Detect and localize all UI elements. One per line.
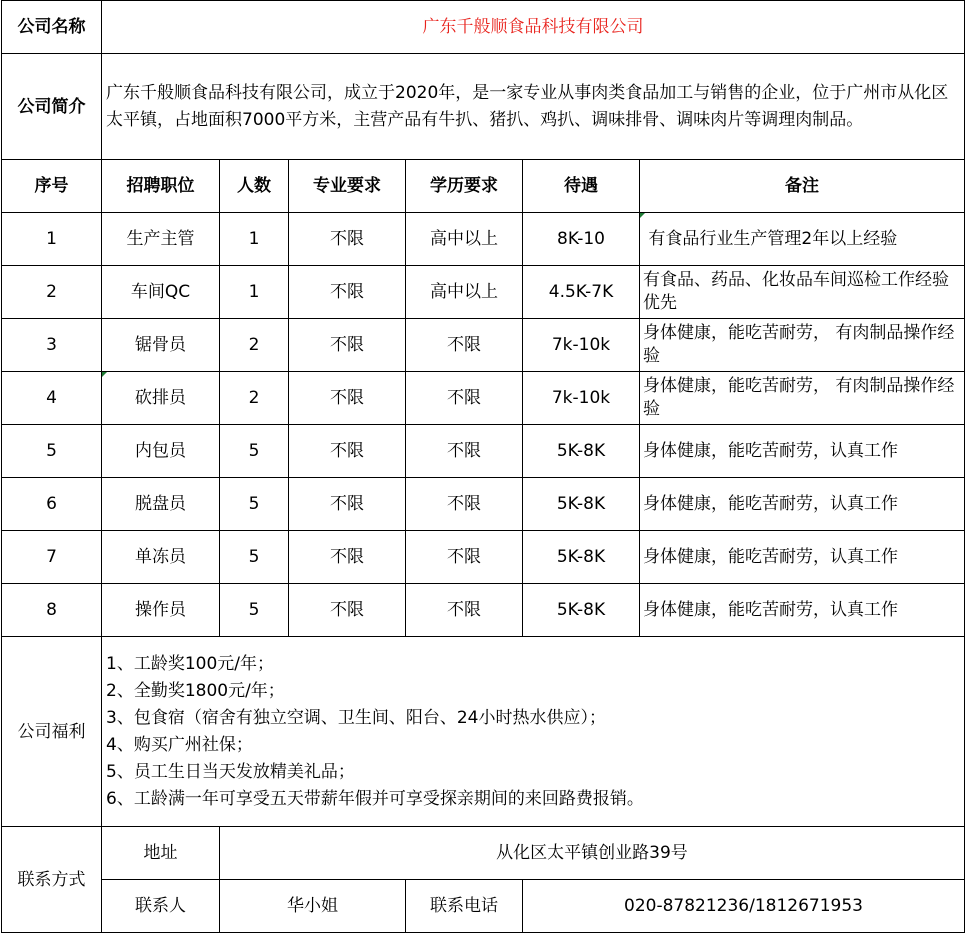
benefit-item: 3、包食宿（宿舍有独立空调、卫生间、阳台、24小时热水供应）； — [106, 707, 606, 728]
company-intro-row — [2, 54, 965, 160]
row-major: 不限 — [289, 213, 406, 266]
row-position: 锯骨员 — [102, 319, 220, 372]
row-index: 2 — [2, 266, 102, 319]
address-label: 地址 — [102, 827, 220, 880]
benefits-row — [2, 637, 965, 827]
row-position: 生产主管 — [102, 213, 220, 266]
row-index: 1 — [2, 213, 102, 266]
row-headcount: 2 — [220, 372, 289, 425]
table-row — [2, 478, 965, 531]
row-position: 单冻员 — [102, 531, 220, 584]
row-remark: 身体健康，能吃苦耐劳，认真工作 — [640, 584, 965, 637]
row-index: 5 — [2, 425, 102, 478]
row-salary: 7k-10k — [523, 372, 640, 425]
row-remark: 身体健康，能吃苦耐劳， 有肉制品操作经验 — [640, 372, 965, 425]
row-position-text: 砍排员 — [135, 388, 186, 408]
table-row — [2, 531, 965, 584]
row-salary: 7k-10k — [523, 319, 640, 372]
recruitment-sheet — [1, 0, 965, 933]
row-remark-text: 有食品行业生产管理2年以上经验 — [643, 228, 898, 249]
benefit-item: 5、员工生日当天发放精美礼品； — [106, 761, 355, 782]
row-index-text: 4 — [46, 388, 57, 408]
row-index: 7 — [2, 531, 102, 584]
row-position — [102, 372, 220, 425]
row-remark: 身体健康，能吃苦耐劳，认真工作 — [640, 425, 965, 478]
row-education: 高中以上 — [406, 213, 523, 266]
contact-person-label: 联系人 — [102, 880, 220, 933]
row-major: 不限 — [289, 266, 406, 319]
row-index: 6 — [2, 478, 102, 531]
header-remark: 备注 — [640, 160, 965, 213]
row-education: 不限 — [406, 531, 523, 584]
header-index: 序号 — [2, 160, 102, 213]
contact-person-value: 华小姐 — [220, 880, 406, 933]
contact-address-row — [2, 827, 965, 880]
row-headcount: 2 — [220, 319, 289, 372]
row-index: 8 — [2, 584, 102, 637]
contact-person-row — [2, 880, 965, 933]
table-row — [2, 584, 965, 637]
benefit-item: 2、全勤奖1800元/年； — [106, 680, 285, 701]
benefits-label: 公司福利 — [2, 637, 102, 827]
benefit-item: 6、工龄满一年可享受五天带薪年假并可享受探亲期间的来回路费报销。 — [106, 788, 644, 809]
table-row — [2, 319, 965, 372]
table-row — [2, 372, 965, 425]
address-value: 从化区太平镇创业路39号 — [220, 827, 965, 880]
company-intro-label: 公司简介 — [2, 54, 102, 160]
header-position: 招聘职位 — [102, 160, 220, 213]
row-headcount: 5 — [220, 425, 289, 478]
row-salary: 8K-10 — [523, 213, 640, 266]
row-salary: 5K-8K — [523, 478, 640, 531]
row-index: 3 — [2, 319, 102, 372]
table-row — [2, 266, 965, 319]
table-row — [2, 213, 965, 266]
row-major: 不限 — [289, 478, 406, 531]
table-header-row — [2, 160, 965, 213]
row-position: 内包员 — [102, 425, 220, 478]
row-position: 车间QC — [102, 266, 220, 319]
row-education: 不限 — [406, 478, 523, 531]
benefits-list — [102, 637, 965, 827]
row-position: 脱盘员 — [102, 478, 220, 531]
row-salary: 5K-8K — [523, 584, 640, 637]
cell-marker — [640, 213, 645, 218]
row-headcount: 1 — [220, 266, 289, 319]
row-remark: 身体健康，能吃苦耐劳， 有肉制品操作经验 — [640, 319, 965, 372]
row-position: 操作员 — [102, 584, 220, 637]
row-education: 不限 — [406, 584, 523, 637]
row-education: 高中以上 — [406, 266, 523, 319]
row-salary: 5K-8K — [523, 531, 640, 584]
contact-label: 联系方式 — [2, 827, 102, 933]
row-major: 不限 — [289, 372, 406, 425]
row-education: 不限 — [406, 372, 523, 425]
row-remark — [640, 213, 965, 266]
row-major: 不限 — [289, 319, 406, 372]
row-headcount: 5 — [220, 531, 289, 584]
row-remark: 身体健康，能吃苦耐劳，认真工作 — [640, 478, 965, 531]
header-education: 学历要求 — [406, 160, 523, 213]
header-salary: 待遇 — [523, 160, 640, 213]
row-major: 不限 — [289, 425, 406, 478]
row-education: 不限 — [406, 319, 523, 372]
phone-label: 联系电话 — [406, 880, 523, 933]
benefit-item: 1、工龄奖100元/年； — [106, 653, 274, 674]
header-major: 专业要求 — [289, 160, 406, 213]
row-education: 不限 — [406, 425, 523, 478]
row-headcount: 5 — [220, 478, 289, 531]
header-headcount: 人数 — [220, 160, 289, 213]
row-major: 不限 — [289, 531, 406, 584]
row-headcount: 5 — [220, 584, 289, 637]
company-name: 广东千般顺食品科技有限公司 — [102, 1, 965, 54]
table-row — [2, 425, 965, 478]
row-remark: 有食品、药品、化妆品车间巡检工作经验优先 — [640, 266, 965, 319]
row-index — [2, 372, 102, 425]
row-major: 不限 — [289, 584, 406, 637]
row-salary: 4.5K-7K — [523, 266, 640, 319]
company-name-label: 公司名称 — [2, 1, 102, 54]
row-remark: 身体健康，能吃苦耐劳，认真工作 — [640, 531, 965, 584]
row-salary: 5K-8K — [523, 425, 640, 478]
benefit-item: 4、购买广州社保； — [106, 734, 253, 755]
company-intro: 广东千般顺食品科技有限公司，成立于2020年，是一家专业从事肉类食品加工与销售的企业，位于广州市从化区太平镇，占地面积7000平方米，主营产品有牛扒、猪扒、鸡扒、调味排骨、调味肉片等调理肉制品。 — [102, 54, 965, 160]
cell-marker — [102, 372, 107, 377]
row-headcount: 1 — [220, 213, 289, 266]
phone-value: 020-87821236/1812671953 — [523, 880, 965, 933]
company-name-row — [2, 1, 965, 54]
